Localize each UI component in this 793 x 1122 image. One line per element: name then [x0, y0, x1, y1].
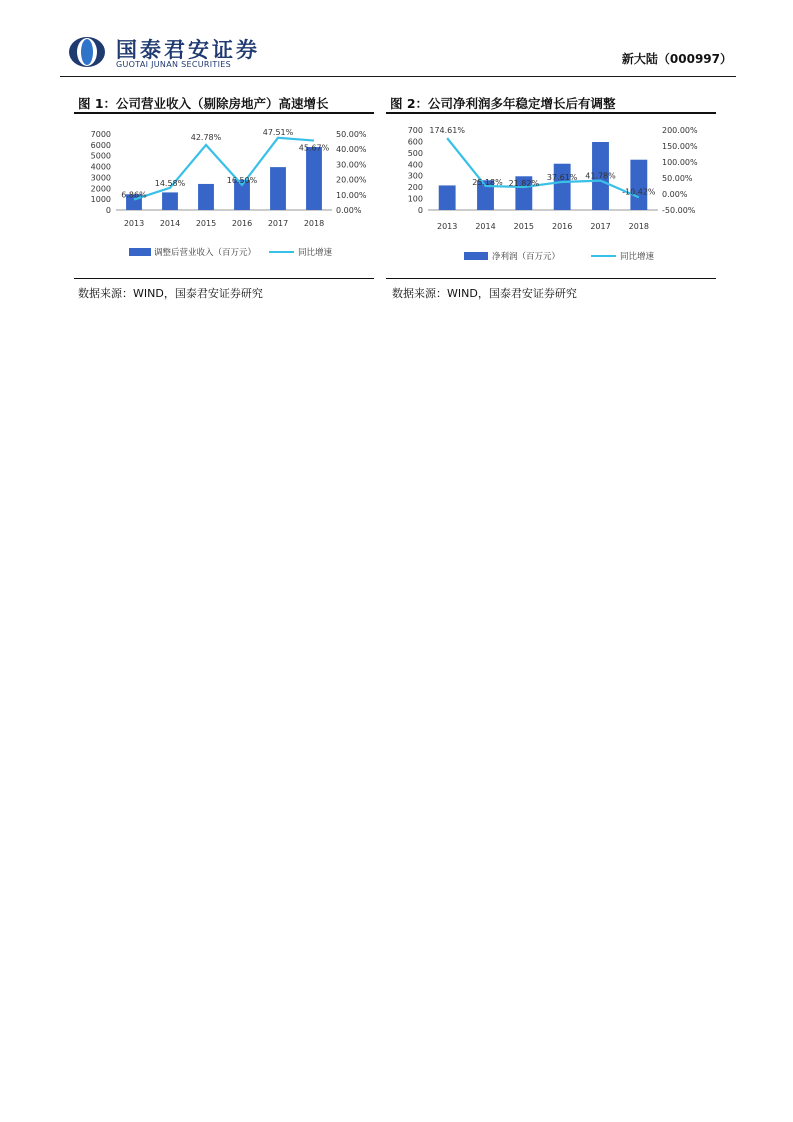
- figure2-right-tick: 200.00%: [662, 126, 698, 135]
- figure2-data-label: 37.61%: [546, 172, 578, 182]
- figure1-left-tick: 4000: [90, 162, 111, 172]
- figure2-left-tick: 600: [407, 137, 423, 147]
- figure1-data-label: 6.86%: [121, 190, 147, 200]
- figure1-bar: [306, 147, 322, 210]
- figure2-category-label: 2013: [436, 222, 458, 231]
- figure2-left-tick: 0: [417, 206, 423, 215]
- figure1-chart: [74, 118, 374, 268]
- figure2-left-tick: 300: [407, 171, 423, 181]
- figure2-data-label: 174.61%: [429, 126, 465, 136]
- figure1-left-tick: 2000: [90, 184, 111, 194]
- figure2-bar: [554, 164, 571, 210]
- figure2-category-label: 2017: [590, 222, 611, 231]
- figure1-growth-line: [134, 138, 314, 200]
- figure2-legend-bar-swatch: [464, 252, 488, 260]
- figure1-legend-bar: 调整后营业收入（百万元）: [154, 248, 257, 258]
- figure1-right-tick: 30.00%: [336, 160, 367, 170]
- figure1-legend-bar-swatch: [129, 248, 151, 256]
- figure2-right-tick: -50.00%: [662, 206, 696, 215]
- figure2-category-label: 2014: [475, 222, 496, 231]
- figure1-left-tick: 0: [105, 206, 111, 215]
- figure2-left-tick: 100: [407, 194, 423, 204]
- page-header: [60, 32, 736, 76]
- figure2-source-rule: [386, 278, 716, 279]
- figure2-legend-bar: 净利润（百万元）: [492, 252, 561, 262]
- figure1-right-tick: 40.00%: [336, 145, 367, 155]
- figure1-source: 数据来源：WIND，国泰君安证券研究: [78, 287, 263, 300]
- company-name-en: GUOTAI JUNAN SECURITIES: [116, 60, 231, 69]
- figure2-data-label: 25.18%: [472, 177, 503, 187]
- figure1-left-tick: 1000: [90, 195, 111, 205]
- figure1-bar: [162, 192, 178, 210]
- figure2-category-label: 2015: [513, 222, 535, 231]
- figure1-left-tick: 6000: [90, 140, 111, 150]
- figure2-left-tick: 700: [407, 126, 423, 135]
- stock-label: 新大陆（000997）: [621, 52, 732, 66]
- figure1-title-rule: [74, 112, 374, 114]
- figure2-title: 图 2：公司净利润多年稳定增长后有调整: [390, 96, 616, 111]
- figure2-left-tick: 500: [407, 148, 423, 158]
- figure1-category-label: 2018: [303, 219, 325, 228]
- figure1-right-tick: 0.00%: [336, 206, 362, 215]
- figure2-data-label: 21.82%: [508, 179, 540, 189]
- figure2-left-tick: 200: [407, 183, 423, 193]
- figure1-legend: [129, 247, 333, 258]
- figure1-right-tick: 20.00%: [336, 175, 367, 185]
- figure1-category-label: 2015: [195, 219, 217, 228]
- figure1-category-label: 2017: [267, 219, 289, 228]
- figure1-left-tick: 3000: [90, 173, 111, 183]
- figure2-data-label: 41.78%: [585, 171, 616, 181]
- figure1-right-tick: 50.00%: [336, 130, 367, 139]
- figure2-category-label: 2016: [551, 222, 573, 231]
- figure1-title: 图 1：公司营业收入（剔除房地产）高速增长: [78, 96, 329, 111]
- figure1-data-label: 42.78%: [190, 132, 222, 142]
- figure1-data-label: 45.67%: [298, 143, 330, 153]
- figure2-right-tick: 0.00%: [662, 190, 688, 199]
- figure1-category-label: 2014: [159, 219, 181, 228]
- figure2-growth-line: [447, 138, 639, 197]
- header-divider: [60, 76, 736, 77]
- figure1-bar: [198, 184, 214, 210]
- figure2-bar: [630, 160, 647, 210]
- figure1-left-tick: 7000: [90, 130, 111, 139]
- figure1-data-label: 14.58%: [154, 178, 186, 188]
- figure1-legend-line: 同比增速: [298, 248, 333, 258]
- figure2-left-tick: 400: [407, 160, 423, 170]
- figure2-legend: [464, 251, 655, 262]
- figure2-right-tick: 100.00%: [662, 158, 698, 167]
- figure1-right-tick: 10.00%: [336, 190, 367, 200]
- figure2-chart: [386, 118, 716, 268]
- figure1-left-tick: 5000: [90, 151, 111, 161]
- company-name-cn: 国泰君安证券: [116, 38, 260, 62]
- figure1-data-label: 16.50%: [226, 175, 258, 185]
- figure1-category-label: 2016: [231, 219, 253, 228]
- figure2-category-label: 2018: [628, 222, 650, 231]
- figure1-source-rule: [74, 278, 374, 279]
- figure2-data-label: -10.42%: [622, 187, 656, 197]
- figure1-data-label: 47.51%: [262, 127, 294, 137]
- figure1-bar: [270, 167, 286, 210]
- figure2-right-tick: 50.00%: [662, 174, 693, 183]
- figure2-title-rule: [386, 112, 716, 114]
- figure2-legend-line: 同比增速: [620, 252, 655, 262]
- figure2-right-tick: 150.00%: [662, 142, 698, 151]
- figure2-bar: [439, 185, 456, 210]
- brand-logo-icon: [68, 36, 106, 68]
- figure2-source: 数据来源：WIND，国泰君安证券研究: [392, 287, 577, 300]
- figure1-category-label: 2013: [123, 219, 145, 228]
